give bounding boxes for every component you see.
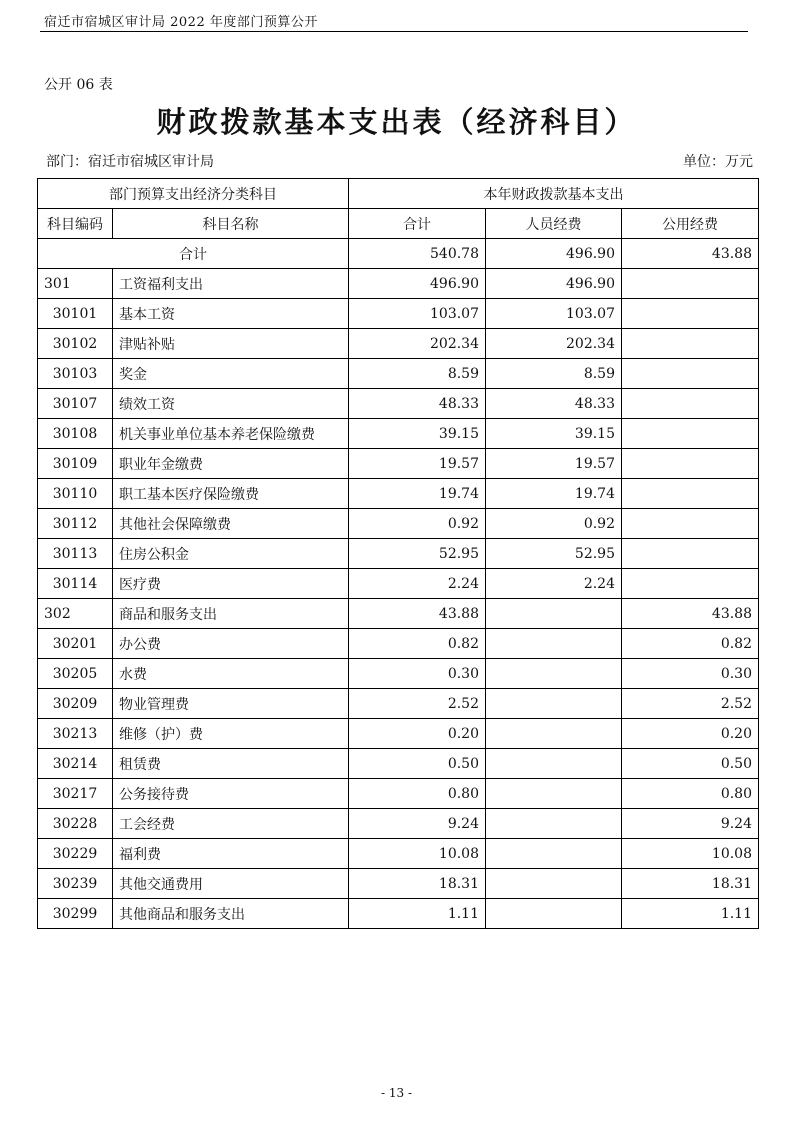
row-code: 30108 xyxy=(38,419,113,449)
row-total: 8.59 xyxy=(349,359,486,389)
row-personnel xyxy=(486,599,622,629)
row-personnel xyxy=(486,869,622,899)
row-personnel xyxy=(486,779,622,809)
header-divider xyxy=(40,31,748,32)
group-header-basic-expenditure: 本年财政拨款基本支出 xyxy=(349,179,759,209)
row-public: 2.52 xyxy=(622,689,759,719)
row-public xyxy=(622,509,759,539)
row-public xyxy=(622,329,759,359)
row-total: 2.52 xyxy=(349,689,486,719)
row-code: 302 xyxy=(38,599,113,629)
table-row xyxy=(38,419,759,449)
row-code: 30114 xyxy=(38,569,113,599)
row-code: 30228 xyxy=(38,809,113,839)
row-personnel xyxy=(486,749,622,779)
row-public: 0.82 xyxy=(622,629,759,659)
row-code: 30113 xyxy=(38,539,113,569)
row-total: 103.07 xyxy=(349,299,486,329)
row-name: 基本工资 xyxy=(113,299,349,329)
column-header-name: 科目名称 xyxy=(113,209,349,239)
table-row xyxy=(38,509,759,539)
row-personnel: 19.74 xyxy=(486,479,622,509)
row-code: 30103 xyxy=(38,359,113,389)
row-code: 30107 xyxy=(38,389,113,419)
total-label: 合计 xyxy=(38,239,349,269)
row-public: 0.30 xyxy=(622,659,759,689)
row-public xyxy=(622,539,759,569)
row-public: 0.50 xyxy=(622,749,759,779)
page-number: - 13 - xyxy=(380,1086,412,1100)
row-name: 水费 xyxy=(113,659,349,689)
table-row xyxy=(38,839,759,869)
row-total: 0.82 xyxy=(349,629,486,659)
row-personnel: 202.34 xyxy=(486,329,622,359)
table-row xyxy=(38,389,759,419)
row-public xyxy=(622,569,759,599)
total-personnel: 496.90 xyxy=(486,239,622,269)
row-personnel: 19.57 xyxy=(486,449,622,479)
row-name: 职工基本医疗保险缴费 xyxy=(113,479,349,509)
row-code: 30110 xyxy=(38,479,113,509)
row-total: 39.15 xyxy=(349,419,486,449)
row-personnel xyxy=(486,899,622,929)
row-code: 30102 xyxy=(38,329,113,359)
table-row xyxy=(38,599,759,629)
department-label: 部门：宿迁市宿城区审计局 xyxy=(46,154,214,170)
row-code: 30213 xyxy=(38,719,113,749)
row-total: 48.33 xyxy=(349,389,486,419)
row-public xyxy=(622,269,759,299)
row-total: 52.95 xyxy=(349,539,486,569)
row-name: 维修（护）费 xyxy=(113,719,349,749)
column-header-personnel: 人员经费 xyxy=(486,209,622,239)
row-personnel xyxy=(486,809,622,839)
row-code: 30239 xyxy=(38,869,113,899)
column-header-total: 合计 xyxy=(349,209,486,239)
row-total: 0.92 xyxy=(349,509,486,539)
row-name: 其他商品和服务支出 xyxy=(113,899,349,929)
row-name: 商品和服务支出 xyxy=(113,599,349,629)
row-public: 10.08 xyxy=(622,839,759,869)
table-row xyxy=(38,449,759,479)
row-name: 福利费 xyxy=(113,839,349,869)
row-public: 0.20 xyxy=(622,719,759,749)
row-code: 30209 xyxy=(38,689,113,719)
row-personnel: 8.59 xyxy=(486,359,622,389)
row-name: 物业管理费 xyxy=(113,689,349,719)
row-name: 住房公积金 xyxy=(113,539,349,569)
row-code: 30201 xyxy=(38,629,113,659)
row-public: 18.31 xyxy=(622,869,759,899)
row-name: 奖金 xyxy=(113,359,349,389)
row-public: 0.80 xyxy=(622,779,759,809)
row-public: 1.11 xyxy=(622,899,759,929)
row-code: 30109 xyxy=(38,449,113,479)
row-personnel: 103.07 xyxy=(486,299,622,329)
row-name: 工会经费 xyxy=(113,809,349,839)
row-name: 医疗费 xyxy=(113,569,349,599)
row-total: 9.24 xyxy=(349,809,486,839)
row-code: 30217 xyxy=(38,779,113,809)
table-row xyxy=(38,809,759,839)
table-row xyxy=(38,629,759,659)
row-name: 公务接待费 xyxy=(113,779,349,809)
row-code: 301 xyxy=(38,269,113,299)
row-personnel xyxy=(486,839,622,869)
row-code: 30205 xyxy=(38,659,113,689)
table-row xyxy=(38,899,759,929)
table-row xyxy=(38,749,759,779)
table-row xyxy=(38,689,759,719)
row-name: 工资福利支出 xyxy=(113,269,349,299)
table-total-row xyxy=(38,239,759,269)
table-row xyxy=(38,479,759,509)
row-public xyxy=(622,419,759,449)
row-total: 0.80 xyxy=(349,779,486,809)
budget-table xyxy=(37,178,759,929)
row-name: 机关事业单位基本养老保险缴费 xyxy=(113,419,349,449)
column-header-public: 公用经费 xyxy=(622,209,759,239)
row-personnel: 0.92 xyxy=(486,509,622,539)
row-name: 职业年金缴费 xyxy=(113,449,349,479)
row-personnel: 2.24 xyxy=(486,569,622,599)
column-header-code: 科目编码 xyxy=(38,209,113,239)
row-name: 绩效工资 xyxy=(113,389,349,419)
page-title: 财政拨款基本支出表（经济科目） xyxy=(156,105,637,139)
table-row xyxy=(38,539,759,569)
table-row xyxy=(38,779,759,809)
row-personnel xyxy=(486,689,622,719)
table-row xyxy=(38,269,759,299)
row-code: 30214 xyxy=(38,749,113,779)
row-total: 18.31 xyxy=(349,869,486,899)
row-name: 其他交通费用 xyxy=(113,869,349,899)
row-total: 19.74 xyxy=(349,479,486,509)
row-total: 1.11 xyxy=(349,899,486,929)
row-total: 10.08 xyxy=(349,839,486,869)
row-total: 2.24 xyxy=(349,569,486,599)
unit-label: 单位：万元 xyxy=(683,154,753,170)
table-group-header-row xyxy=(38,179,759,209)
row-name: 办公费 xyxy=(113,629,349,659)
row-code: 30112 xyxy=(38,509,113,539)
total-amount: 540.78 xyxy=(349,239,486,269)
row-code: 30229 xyxy=(38,839,113,869)
row-public xyxy=(622,359,759,389)
row-public xyxy=(622,479,759,509)
row-code: 30299 xyxy=(38,899,113,929)
row-public: 43.88 xyxy=(622,599,759,629)
row-personnel: 496.90 xyxy=(486,269,622,299)
row-public xyxy=(622,449,759,479)
row-public: 9.24 xyxy=(622,809,759,839)
row-total: 0.20 xyxy=(349,719,486,749)
row-personnel: 52.95 xyxy=(486,539,622,569)
table-row xyxy=(38,359,759,389)
row-total: 43.88 xyxy=(349,599,486,629)
row-total: 0.30 xyxy=(349,659,486,689)
table-row xyxy=(38,869,759,899)
row-name: 其他社会保障缴费 xyxy=(113,509,349,539)
row-total: 19.57 xyxy=(349,449,486,479)
row-total: 496.90 xyxy=(349,269,486,299)
table-column-header-row xyxy=(38,209,759,239)
table-row xyxy=(38,659,759,689)
row-personnel: 48.33 xyxy=(486,389,622,419)
group-header-classification: 部门预算支出经济分类科目 xyxy=(38,179,349,209)
table-row xyxy=(38,569,759,599)
row-name: 租赁费 xyxy=(113,749,349,779)
row-total: 202.34 xyxy=(349,329,486,359)
page-header: 宿迁市宿城区审计局 2022 年度部门预算公开 xyxy=(44,15,318,30)
row-personnel xyxy=(486,659,622,689)
table-row xyxy=(38,329,759,359)
row-public xyxy=(622,299,759,329)
row-name: 津贴补贴 xyxy=(113,329,349,359)
row-personnel xyxy=(486,719,622,749)
row-total: 0.50 xyxy=(349,749,486,779)
row-personnel: 39.15 xyxy=(486,419,622,449)
row-personnel xyxy=(486,629,622,659)
total-public: 43.88 xyxy=(622,239,759,269)
table-row xyxy=(38,299,759,329)
table-number: 公开 06 表 xyxy=(44,77,113,93)
row-public xyxy=(622,389,759,419)
row-code: 30101 xyxy=(38,299,113,329)
table-row xyxy=(38,719,759,749)
